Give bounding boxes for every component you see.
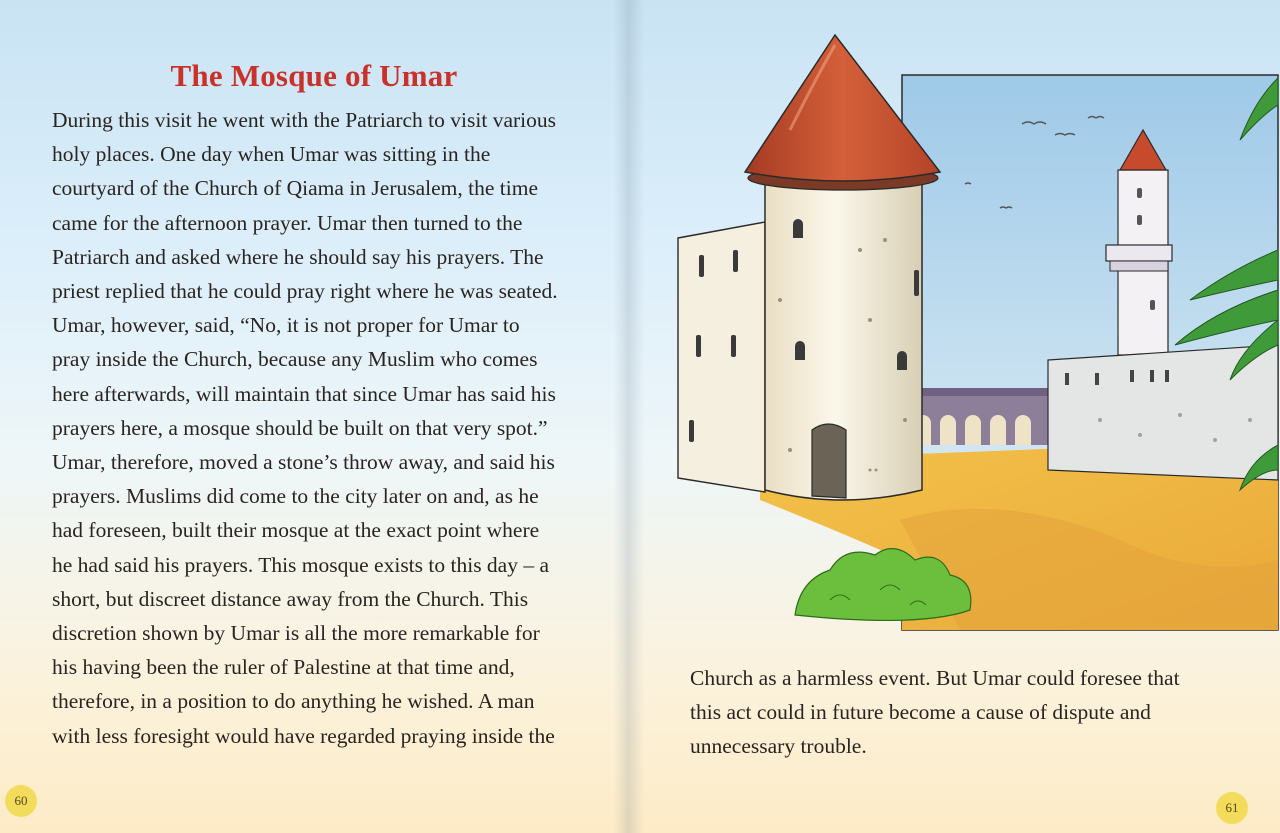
text-line: pray inside the Church, because any Muslim who comes: [52, 347, 538, 372]
text-line: he had said his prayers. This mosque exists to this day – a: [52, 552, 550, 577]
right-body-text: [690, 661, 1230, 764]
text-line: with less foresight would have regarded praying inside the: [52, 723, 555, 748]
arcade-wall: [905, 388, 1055, 445]
text-line: Church as a harmless event. But Umar could foresee that: [690, 666, 1180, 690]
text-line: this act could in future become a cause of dispute and: [690, 700, 1151, 725]
left-page: [0, 0, 628, 833]
text-line: therefore, in a position to do anything he wished. A man: [52, 689, 535, 714]
text-line: prayers here, a mosque should be built on that very spot.”: [52, 415, 548, 440]
text-line: Umar, therefore, moved a stone’s throw away, and said his: [52, 450, 555, 475]
tower-door: [812, 424, 846, 498]
text-line: his having been the ruler of Palestine at that time and,: [52, 655, 515, 680]
jerusalem-church-illustration: [660, 30, 1280, 640]
text-line: had foreseen, built their mosque at the exact point where: [52, 518, 540, 543]
text-line: came for the afternoon prayer. Umar then turned to the: [52, 210, 523, 235]
text-line: discretion shown by Umar is all the more remarkable for: [52, 621, 540, 646]
text-line: holy places. One day when Umar was sitting in the: [52, 142, 491, 167]
chapter-title: The Mosque of Umar: [170, 58, 458, 93]
text-line: Patriarch and asked where he should say his prayers. The: [52, 244, 544, 269]
text-line: unnecessary trouble.: [690, 734, 867, 759]
text-line: priest replied that he could pray right where he was seated.: [52, 279, 558, 304]
text-line: courtyard of the Church of Qiama in Jerusalem, the time: [52, 176, 538, 201]
text-line: Umar, however, said, “No, it is not proper for Umar to: [52, 313, 520, 338]
page-number-right: 61: [1216, 792, 1248, 824]
text-line: During this visit he went with the Patriarch to visit various: [52, 108, 556, 132]
left-building: [678, 222, 765, 492]
page-number-left: 60: [5, 785, 37, 817]
text-line: short, but discreet distance away from the Church. This: [52, 586, 529, 611]
text-line: prayers. Muslims did come to the city later on and, as he: [52, 484, 539, 509]
left-body-text: [52, 103, 582, 753]
text-line: here afterwards, will maintain that since Umar has said his: [52, 381, 556, 406]
